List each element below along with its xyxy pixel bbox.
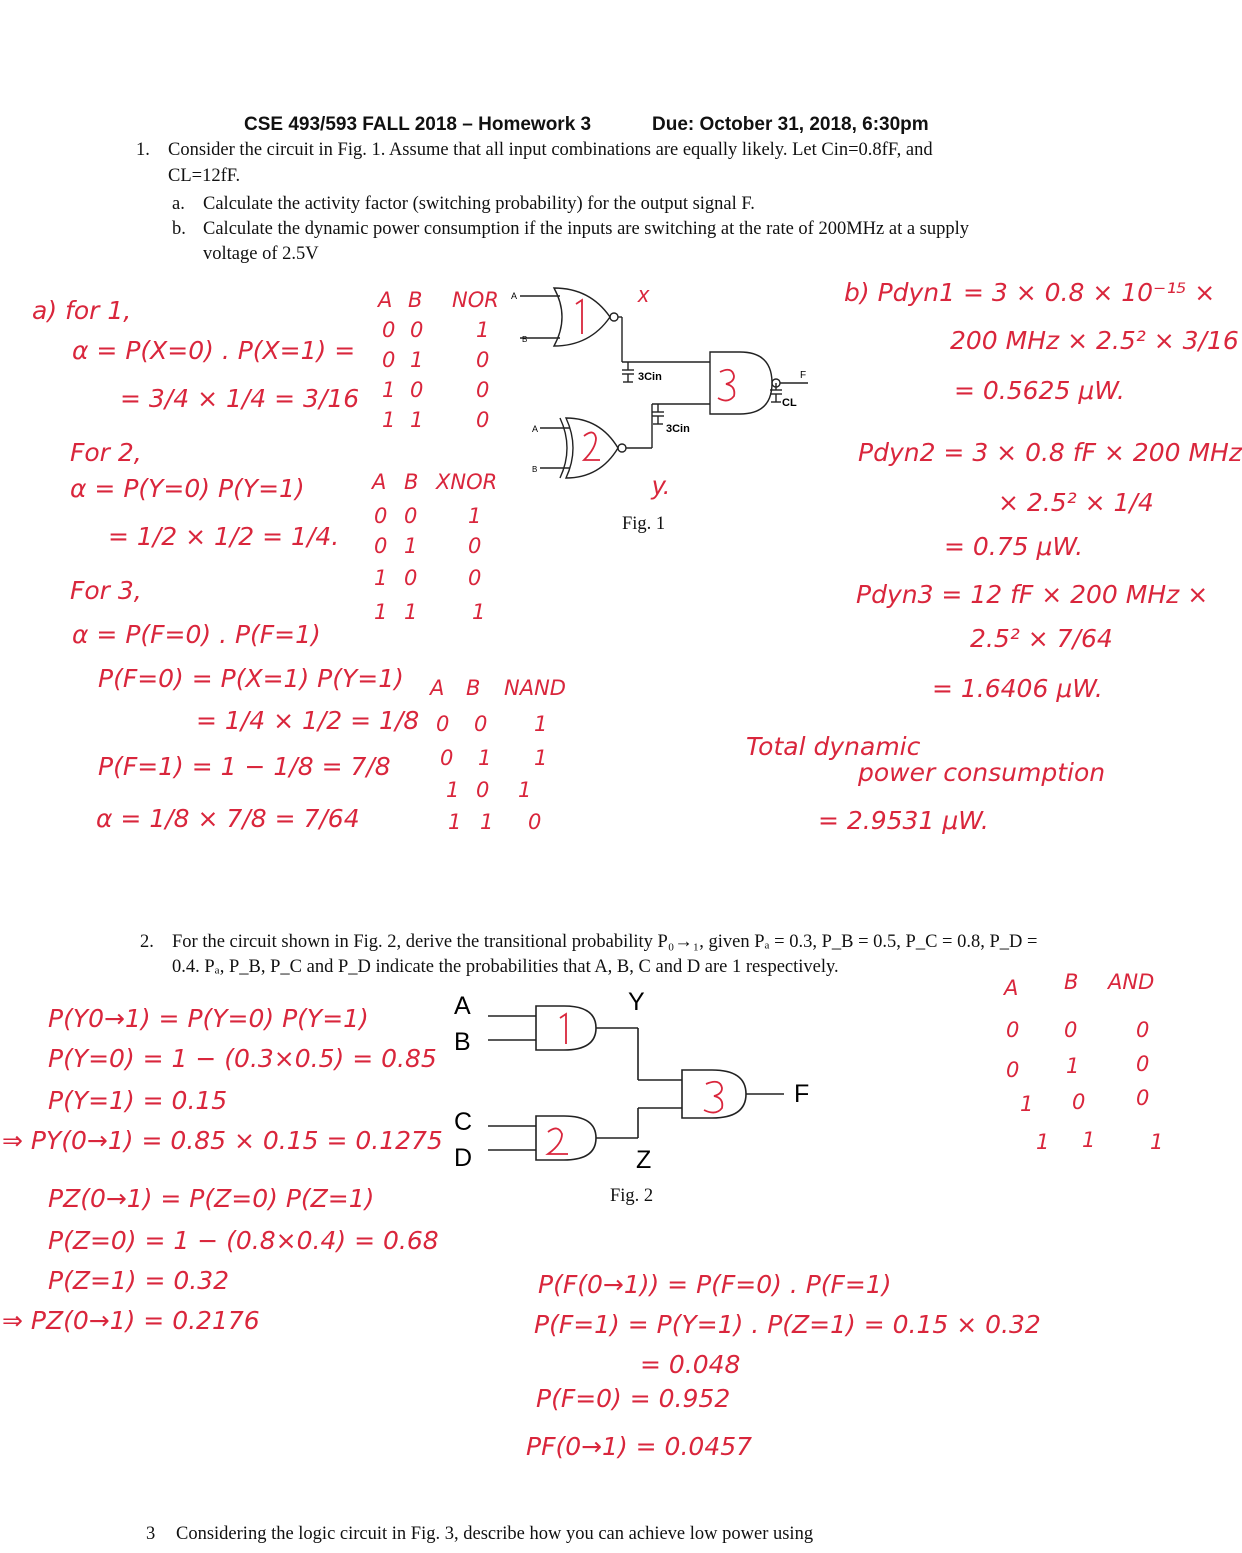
ans1a-line: α = 1/8 × 7/8 = 7/64 — [96, 804, 360, 833]
xnor-cell: 0 — [468, 534, 482, 558]
nand-header: NAND — [504, 676, 566, 700]
fig2-input-c: C — [454, 1108, 473, 1136]
nand-cell: 1 — [534, 712, 548, 736]
nor-cell: 0 — [410, 318, 424, 342]
ans2-left-line: P(Y=0) = 1 − (0.3×0.5) = 0.85 — [48, 1044, 437, 1073]
ans1a-line: α = P(X=0) . P(X=1) = — [72, 336, 356, 365]
and-cell: 0 — [1006, 1018, 1020, 1042]
and-cell: 0 — [1072, 1090, 1086, 1114]
and-header: A — [1004, 976, 1019, 1000]
q2-number: 2. — [140, 932, 154, 952]
ans1a-line: α = P(F=0) . P(F=1) — [72, 620, 321, 649]
ans1a-line: P(F=1) = 1 − 1/8 = 7/8 — [98, 752, 391, 781]
ans2-right-line: P(F=0) = 0.952 — [536, 1384, 731, 1413]
nand-cell: 0 — [436, 712, 450, 736]
q1-text-line2: CL=12fF. — [168, 166, 241, 186]
xnor-cell: 0 — [404, 504, 418, 528]
q1-text-line1: Consider the circuit in Fig. 1. Assume that all input combinations are equally likely. Let Cin=0.8fF, and — [168, 140, 933, 160]
xnor-cell: 1 — [374, 566, 388, 590]
ans1a-line: For 2, — [70, 438, 142, 467]
xnor-cell: 1 — [468, 504, 482, 528]
fig1-caption: Fig. 1 — [622, 514, 666, 534]
ans1b-line: power consumption — [858, 758, 1106, 787]
fig1-cin-label-2: 3Cin — [666, 423, 690, 435]
fig2-caption: Fig. 2 — [610, 1186, 654, 1206]
ans1b-line: 2.5² × 7/64 — [970, 624, 1113, 653]
and-cell: 0 — [1136, 1052, 1150, 1076]
and-cell: 1 — [1082, 1128, 1096, 1152]
and-cell: 1 — [1036, 1130, 1050, 1154]
q3-text: Considering the logic circuit in Fig. 3, describe how you can achieve low power using — [176, 1524, 814, 1544]
ans1b-line: Pdyn3 = 12 fF × 200 MHz × — [856, 580, 1209, 609]
nand-cell: 0 — [528, 810, 542, 834]
fig1-node-x: x — [638, 282, 649, 307]
nor-header: B — [408, 288, 423, 312]
ans1b-line: = 1.6406 μW. — [932, 674, 1103, 703]
ans1a-line: a) for 1, — [32, 296, 132, 325]
nand-cell: 0 — [474, 712, 488, 736]
q2-text-line1: For the circuit shown in Fig. 2, derive the transitional probability P₀→₁, given Pₐ = 0.3, P_B = 0.5, P_C = 0.8, P_D = — [172, 932, 1038, 952]
and-cell: 0 — [1136, 1086, 1150, 1110]
and-cell: 1 — [1066, 1054, 1080, 1078]
ans2-left-line: PZ(0→1) = P(Z=0) P(Z=1) — [48, 1184, 375, 1213]
figure-2-circuit — [440, 984, 830, 1184]
fig2-input-d: D — [454, 1144, 473, 1172]
nand-cell: 1 — [480, 810, 494, 834]
fig2-input-a: A — [454, 992, 471, 1020]
ans1a-line: = 3/4 × 1/4 = 3/16 — [120, 384, 360, 413]
ans1b-line: Pdyn2 = 3 × 0.8 fF × 200 MHz — [858, 438, 1242, 467]
xnor-cell: 1 — [472, 600, 486, 624]
q1a-label: a. — [172, 194, 185, 214]
and-cell: 1 — [1150, 1130, 1164, 1154]
ans2-left-line: P(Y0→1) = P(Y=0) P(Y=1) — [48, 1004, 369, 1033]
fig1-output-f: F — [800, 370, 807, 381]
ans2-right-line: P(F=1) = P(Y=1) . P(Z=1) = 0.15 × 0.32 — [534, 1310, 1041, 1339]
ans1a-line: = 1/4 × 1/2 = 1/8 — [196, 706, 420, 735]
fig1-input-b: B — [522, 335, 528, 344]
q3-number: 3 — [146, 1524, 156, 1544]
nand-cell: 0 — [440, 746, 454, 770]
nor-cell: 0 — [476, 408, 490, 432]
nor-cell: 0 — [476, 378, 490, 402]
ans1a-line: P(F=0) = P(X=1) P(Y=1) — [98, 664, 404, 693]
nand-cell: 1 — [446, 778, 460, 802]
ans1b-line: = 2.9531 μW. — [818, 806, 989, 835]
xnor-header: A — [372, 470, 387, 494]
q1b-label: b. — [172, 219, 186, 239]
ans1b-line: b) Pdyn1 = 3 × 0.8 × 10⁻¹⁵ × — [844, 278, 1216, 307]
ans2-left-line: ⇒ PZ(0→1) = 0.2176 — [2, 1306, 260, 1335]
nand-header: B — [466, 676, 481, 700]
xnor-header: B — [404, 470, 419, 494]
nand-cell: 1 — [478, 746, 492, 770]
nand-cell: 1 — [448, 810, 462, 834]
nor-cell: 1 — [382, 378, 396, 402]
xnor-cell: 0 — [374, 504, 388, 528]
nor-cell: 1 — [410, 408, 424, 432]
xnor-cell: 0 — [404, 566, 418, 590]
xnor-cell: 0 — [468, 566, 482, 590]
nor-cell: 0 — [382, 348, 396, 372]
due-date: Due: October 31, 2018, 6:30pm — [652, 114, 929, 135]
nor-cell: 1 — [476, 318, 490, 342]
fig1-input-a: A — [511, 291, 518, 301]
fig1-cin-label-1: 3Cin — [638, 371, 662, 383]
xnor-header: XNOR — [436, 470, 498, 494]
fig2-output-f: F — [794, 1080, 810, 1108]
xnor-cell: 1 — [374, 600, 388, 624]
fig1-node-y: y. — [652, 470, 671, 500]
ans1a-line: For 3, — [70, 576, 142, 605]
xnor-cell: 1 — [404, 534, 418, 558]
fig1-cl-label: CL — [782, 397, 797, 409]
nor-header: A — [378, 288, 393, 312]
ans2-left-line: ⇒ PY(0→1) = 0.85 × 0.15 = 0.1275 — [2, 1126, 443, 1155]
ans2-right-line: = 0.048 — [640, 1350, 741, 1379]
nor-cell: 0 — [410, 378, 424, 402]
nor-header: NOR — [452, 288, 499, 312]
ans2-left-line: P(Z=0) = 1 − (0.8×0.4) = 0.68 — [48, 1226, 439, 1255]
and-cell: 1 — [1020, 1092, 1034, 1116]
ans2-left-line: P(Y=1) = 0.15 — [48, 1086, 228, 1115]
fig1-input-b2: B — [532, 465, 538, 474]
ans1b-line: Total dynamic — [746, 732, 921, 761]
and-header: B — [1064, 970, 1079, 994]
and-cell: 0 — [1064, 1018, 1078, 1042]
ans1b-line: 200 MHz × 2.5² × 3/16 — [950, 326, 1239, 355]
nor-cell: 0 — [382, 318, 396, 342]
fig1-input-a2: A — [532, 424, 539, 434]
and-cell: 0 — [1136, 1018, 1150, 1042]
ans1b-line: = 0.75 μW. — [944, 532, 1084, 561]
xnor-cell: 1 — [404, 600, 418, 624]
q1-number: 1. — [136, 140, 150, 160]
ans1b-line: = 0.5625 μW. — [954, 376, 1125, 405]
nand-cell: 1 — [518, 778, 532, 802]
and-cell: 0 — [1006, 1058, 1020, 1082]
nand-header: A — [430, 676, 445, 700]
nor-cell: 1 — [382, 408, 396, 432]
nor-cell: 0 — [476, 348, 490, 372]
fig2-node-z: Z — [636, 1146, 652, 1174]
q1b-text-line1: Calculate the dynamic power consumption if the inputs are switching at the rate of 200MHz at a supply — [203, 219, 970, 239]
fig2-input-b: B — [454, 1028, 471, 1056]
q1b-text-line2: voltage of 2.5V — [203, 244, 319, 264]
course-title: CSE 493/593 FALL 2018 – Homework 3 — [244, 114, 592, 135]
ans1a-line: = 1/2 × 1/2 = 1/4. — [108, 522, 340, 551]
nand-cell: 1 — [534, 746, 548, 770]
figure-1-circuit — [510, 272, 810, 502]
nand-cell: 0 — [476, 778, 490, 802]
ans1b-line: × 2.5² × 1/4 — [998, 488, 1154, 517]
nor-cell: 1 — [410, 348, 424, 372]
and-header: AND — [1108, 970, 1155, 994]
q1a-text: Calculate the activity factor (switching probability) for the output signal F. — [203, 194, 755, 214]
ans2-left-line: P(Z=1) = 0.32 — [48, 1266, 230, 1295]
fig2-node-y: Y — [628, 988, 645, 1016]
ans2-right-line: PF(0→1) = 0.0457 — [526, 1432, 753, 1461]
ans1a-line: α = P(Y=0) P(Y=1) — [70, 474, 305, 503]
ans2-right-line: P(F(0→1)) = P(F=0) . P(F=1) — [538, 1270, 892, 1299]
xnor-cell: 0 — [374, 534, 388, 558]
q2-text-line2: 0.4. Pₐ, P_B, P_C and P_D indicate the probabilities that A, B, C and D are 1 respectively. — [172, 957, 839, 977]
